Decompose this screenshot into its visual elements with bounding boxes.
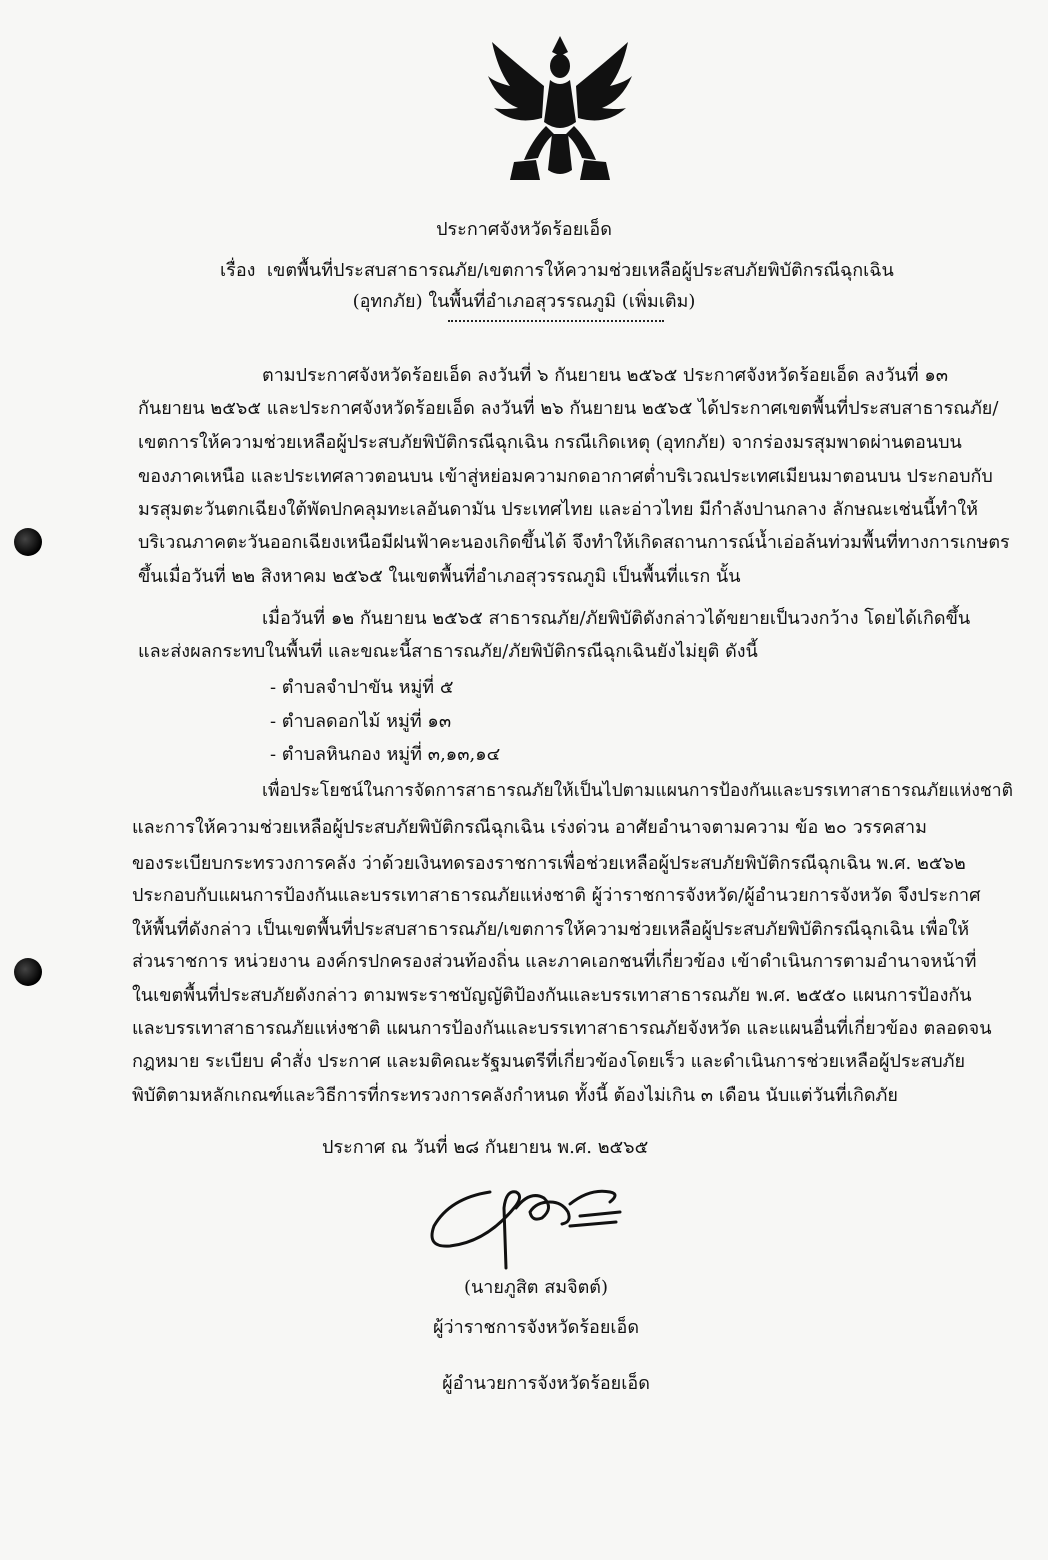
subject-line-1 bbox=[220, 255, 894, 284]
subject-text-1: เขตพื้นที่ประสบสาธารณภัย/เขตการให้ความช่วยเหลือผู้ประสบภัยพิบัติกรณีฉุกเฉิน bbox=[266, 260, 894, 281]
paragraph-line: ตามประกาศจังหวัดร้อยเอ็ด ลงวันที่ ๖ กันยายน ๒๕๖๕ ประกาศจังหวัดร้อยเอ็ด ลงวันที่ ๑๓ bbox=[262, 365, 949, 386]
paragraph-line: ประกอบกับแผนการป้องกันและบรรเทาสาธารณภัยแห่งชาติ ผู้ว่าราชการจังหวัด/ผู้อำนวยการจังหวัด จึงประกาศ bbox=[132, 885, 981, 906]
list-item: - ตำบลดอกไม้ หมู่ที่ ๑๓ bbox=[270, 711, 452, 732]
paragraph-line: เขตการให้ความช่วยเหลือผู้ประสบภัยพิบัติกรณีฉุกเฉิน กรณีเกิดเหตุ (อุทกภัย) จากร่องมรสุมพาดผ่านตอนบน bbox=[138, 432, 962, 453]
list-item: - ตำบลหินกอง หมู่ที่ ๓,๑๓,๑๔ bbox=[270, 744, 501, 765]
subject-label: เรื่อง bbox=[220, 260, 256, 281]
punch-hole-bottom bbox=[14, 958, 42, 986]
paragraph-line: บริเวณภาคตะวันออกเฉียงเหนือมีฝนฟ้าคะนองเกิดขึ้นได้ จึงทำให้เกิดสถานการณ์น้ำเอ่อล้นท่วมพื้นที่ทางการเกษตร bbox=[138, 532, 1010, 553]
paragraph-line: และส่งผลกระทบในพื้นที่ และขณะนี้สาธารณภัย/ภัยพิบัติกรณีฉุกเฉินยังไม่ยุติ ดังนี้ bbox=[138, 641, 758, 662]
signatory-position: ผู้ว่าราชการจังหวัดร้อยเอ็ด bbox=[432, 1317, 640, 1338]
garuda-emblem bbox=[484, 30, 636, 190]
paragraph-line: ให้พื้นที่ดังกล่าว เป็นเขตพื้นที่ประสบสาธารณภัย/เขตการให้ความช่วยเหลือผู้ประสบภัยพิบัติกรณีฉุกเฉิน เพื่อให้ bbox=[132, 919, 970, 940]
paragraph-line: เมื่อวันที่ ๑๒ กันยายน ๒๕๖๕ สาธารณภัย/ภัยพิบัติดังกล่าวได้ขยายเป็นวงกว้าง โดยได้เกิดขึ้น bbox=[262, 608, 971, 629]
subject-line-2: (อุทกภัย) ในพื้นที่อำเภอสุวรรณภูมิ (เพิ่มเติม) bbox=[352, 291, 696, 312]
paragraph-line: เพื่อประโยชน์ในการจัดการสาธารณภัยให้เป็นไปตามแผนการป้องกันและบรรเทาสาธารณภัยแห่งชาติ bbox=[262, 781, 1013, 801]
separator-dots bbox=[448, 320, 664, 322]
paragraph-line: พิบัติตามหลักเกณฑ์และวิธีการที่กระทรวงการคลังกำหนด ทั้งนี้ ต้องไม่เกิน ๓ เดือน นับแต่วันที่เกิดภัย bbox=[132, 1085, 898, 1106]
paragraph-line: ขึ้นเมื่อวันที่ ๒๒ สิงหาคม ๒๕๖๕ ในเขตพื้นที่อำเภอสุวรรณภูมิ เป็นพื้นที่แรก นั้น bbox=[138, 566, 741, 587]
paragraph-line: ของระเบียบกระทรวงการคลัง ว่าด้วยเงินทดรองราชการเพื่อช่วยเหลือผู้ประสบภัยพิบัติกรณีฉุกเฉิน พ.ศ. ๒๕๖๒ bbox=[132, 853, 966, 874]
paragraph-line: ของภาคเหนือ และประเทศลาวตอนบน เข้าสู่หย่อมความกดอากาศต่ำบริเวณประเทศเมียนมาตอนบน ประกอบกับ bbox=[138, 466, 993, 487]
signatory-role: ผู้อำนวยการจังหวัดร้อยเอ็ด bbox=[442, 1373, 650, 1394]
announcement-date: ประกาศ ณ วันที่ ๒๘ กันยายน พ.ศ. ๒๕๖๕ bbox=[322, 1137, 649, 1158]
announcement-title: ประกาศจังหวัดร้อยเอ็ด bbox=[436, 219, 612, 240]
paragraph-line: มรสุมตะวันตกเฉียงใต้พัดปกคลุมทะเลอันดามัน ประเทศไทย และอ่าวไทย มีกำลังปานกลาง ลักษณะเช่นนี้ทำให้ bbox=[138, 499, 979, 520]
handwritten-signature bbox=[420, 1168, 640, 1278]
signatory-name: (นายภูสิต สมจิตต์) bbox=[463, 1277, 609, 1298]
paragraph-line: ส่วนราชการ หน่วยงาน องค์กรปกครองส่วนท้องถิ่น และภาคเอกชนที่เกี่ยวข้อง เข้าดำเนินการตามอำนาจหน้าที่ bbox=[132, 951, 977, 972]
paragraph-line: กฎหมาย ระเบียบ คำสั่ง ประกาศ และมติคณะรัฐมนตรีที่เกี่ยวข้องโดยเร็ว และดำเนินการช่วยเหลือผู้ประสบภัย bbox=[132, 1051, 966, 1072]
paragraph-line: ในเขตพื้นที่ประสบภัยดังกล่าว ตามพระราชบัญญัติป้องกันและบรรเทาสาธารณภัย พ.ศ. ๒๕๕๐ แผนการป้องกัน bbox=[132, 985, 972, 1006]
list-item: - ตำบลจำปาขัน หมู่ที่ ๕ bbox=[270, 677, 454, 698]
paragraph-line: กันยายน ๒๕๖๕ และประกาศจังหวัดร้อยเอ็ด ลงวันที่ ๒๖ กันยายน ๒๕๖๕ ได้ประกาศเขตพื้นที่ประสบสาธารณภัย/ bbox=[138, 398, 999, 419]
paragraph-line: และบรรเทาสาธารณภัยแห่งชาติ แผนการป้องกันและบรรเทาสาธารณภัยจังหวัด และแผนอื่นที่เกี่ยวข้อง ตลอดจน bbox=[132, 1018, 992, 1039]
punch-hole-top bbox=[14, 528, 42, 556]
paragraph-line: และการให้ความช่วยเหลือผู้ประสบภัยพิบัติกรณีฉุกเฉิน เร่งด่วน อาศัยอำนาจตามความ ข้อ ๒๐ วรรคสาม bbox=[132, 817, 928, 838]
